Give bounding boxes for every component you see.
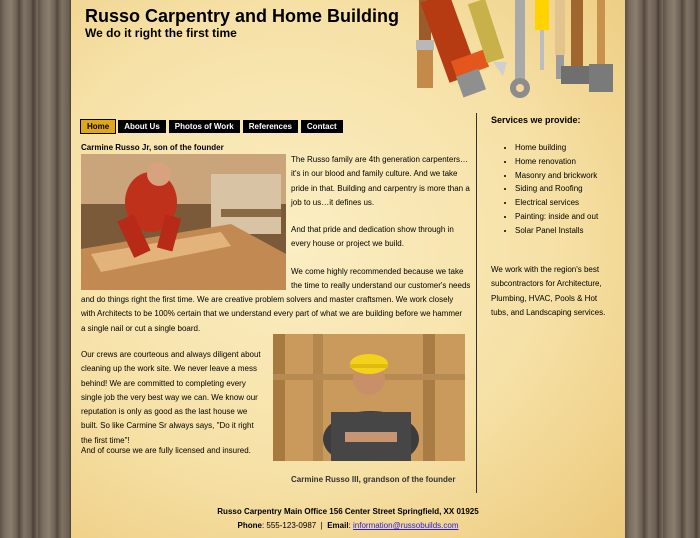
services-heading: Services we provide: [491,115,581,125]
recommended-paragraph-start: We come highly recommended because we take the time to really understand our customer's needs [291,267,471,291]
nav-photos-of-work[interactable]: Photos of Work [169,120,240,133]
list-item: • Siding and Roofing [515,182,598,196]
nav-home[interactable]: Home [81,120,115,133]
list-item: • Painting: inside and out [515,210,598,224]
column-divider [476,113,477,493]
services-list [497,141,598,238]
email-link[interactable]: information@russobuilds.com [353,521,459,530]
photo-caption-founder-son: Carmine Russo Jr, son of the founder [81,143,224,152]
tools-illustration [411,0,625,108]
photo-caption-grandson: Carmine Russo III, grandson of the founder [291,475,456,484]
pride-paragraph: And that pride and dedication show through in every house or project we build. [291,225,454,249]
phone-label: Phone [237,521,262,530]
email-label: Email [327,521,349,530]
licensed-paragraph: And of course we are fully licensed and insured. [81,446,251,455]
footer-office-address: Russo Carpentry Main Office 156 Center Street Springfield, XX 01925 [217,507,479,516]
nav-references[interactable]: References [243,120,298,133]
list-item: • Electrical services [515,196,598,210]
wrench-icon [510,0,530,98]
footer-contact: Phone: 555-123-0987 | Email: information@russobuilds.com [237,521,459,530]
crews-paragraph: Our crews are courteous and always diligent about cleaning up the work site. We never leave a mess behind! We are committed to completing every single job the very best way we can. We know our reputation is only as good as the last house we built. So like Carmine Sr always says, "Do it right the first time"! [81,350,261,445]
list-item: • Masonry and brickwork [515,169,598,183]
builder-portrait-photo [273,334,465,461]
recommended-paragraph-continued: and do things right the first time. We are creative problem solvers and master craftsmen. We work closely with Architects to be 100% certain that we understand every part of what we are building before we hammer a single nail or cut a single board. [81,295,463,333]
phone-number: 555-123-0987 [266,521,317,530]
wood-panel-right [625,0,700,538]
carpenter-workshop-photo [81,154,286,290]
nav-contact[interactable]: Contact [301,120,343,133]
list-item: • Home building [515,141,598,155]
site-tagline: We do it right the first time [85,26,237,40]
list-item: • Solar Panel Installs [515,224,598,238]
nav-about-us[interactable]: About Us [118,120,166,133]
site-title: Russo Carpentry and Home Building [85,6,400,26]
list-item: • Home renovation [515,155,598,169]
intro-paragraph: The Russo family are 4th generation carpenters…it's in our blood and family culture. And we take pride in that. Building and carpentry is more than a job to us…it defines us. [291,155,470,207]
screwdriver-icon [535,0,549,70]
wood-panel-left [0,0,71,538]
mallet-icon [589,0,613,92]
main-nav [81,120,343,133]
page-content [71,0,625,538]
subcontractors-paragraph: We work with the region's best subcontractors for Architecture, Plumbing, HVAC, Pools & Hot tubs, and Landscaping services. [491,265,606,317]
